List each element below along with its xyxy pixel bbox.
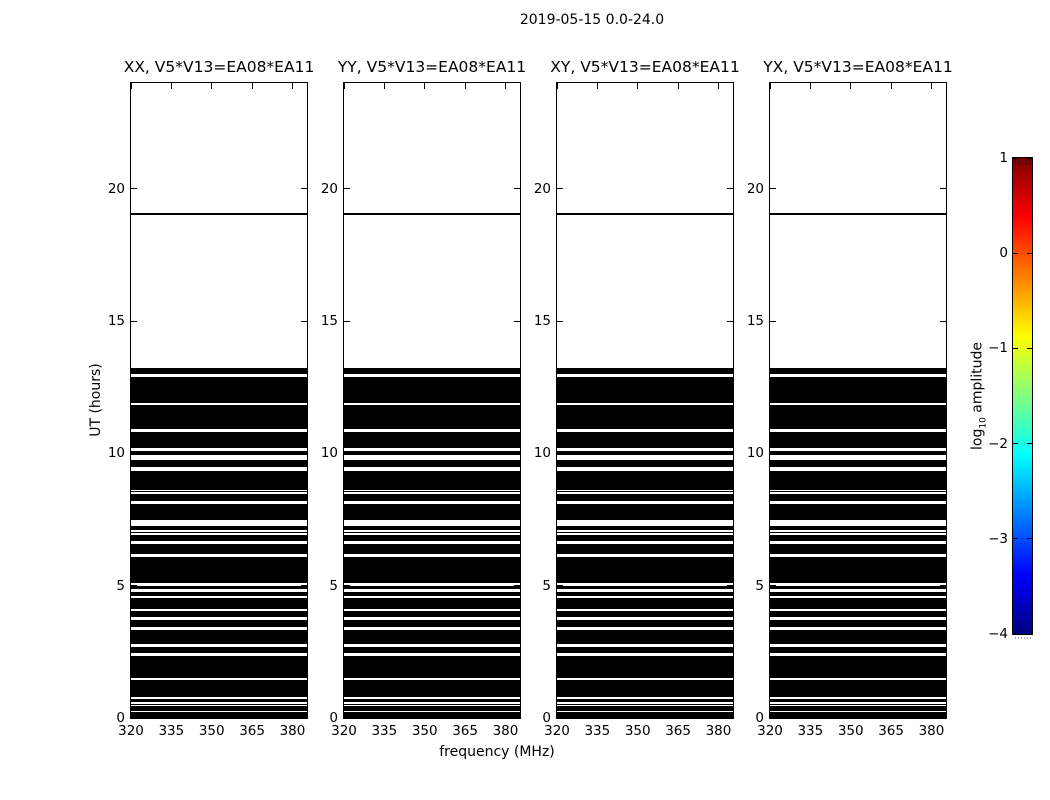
x-tick [718, 712, 719, 718]
data-band [344, 544, 520, 555]
data-band [344, 598, 520, 609]
colorbar-tick [1013, 253, 1018, 254]
colorbar-bottom-dot [1015, 637, 1016, 639]
x-tick [292, 712, 293, 718]
x-tick [424, 83, 425, 89]
y-tick [940, 453, 946, 454]
data-band [770, 704, 946, 705]
y-tick-label: 0 [755, 710, 764, 726]
y-tick [727, 321, 733, 322]
x-tick [292, 83, 293, 89]
x-tick [252, 83, 253, 89]
x-tick [211, 83, 212, 89]
data-band [770, 712, 946, 718]
panel-title: YY, V5*V13=EA08*EA11 [337, 58, 527, 76]
x-tick-label: 350 [837, 723, 864, 739]
x-tick [810, 712, 811, 718]
data-band [131, 704, 307, 705]
y-tick [940, 585, 946, 586]
colorbar-tick [1013, 443, 1018, 444]
data-band [557, 704, 733, 705]
data-band [557, 630, 733, 644]
data-band [131, 656, 307, 678]
colorbar-bottom-dot [1030, 637, 1031, 639]
x-tick [384, 712, 385, 718]
x-tick-label: 350 [198, 723, 225, 739]
x-tick [465, 83, 466, 89]
y-tick-label: 10 [320, 445, 338, 462]
y-tick [344, 585, 350, 586]
data-band [770, 544, 946, 555]
colorbar-tick-label: 0 [999, 245, 1008, 262]
x-tick [678, 83, 679, 89]
data-band [557, 213, 733, 215]
data-band [770, 432, 946, 448]
y-tick-label: 15 [107, 313, 125, 330]
y-tick [727, 188, 733, 189]
data-band [557, 680, 733, 697]
y-tick [770, 188, 776, 189]
colorbar-gradient [1013, 158, 1032, 634]
data-band [344, 620, 520, 627]
data-band [344, 647, 520, 654]
data-band [131, 532, 307, 533]
data-band [557, 405, 733, 429]
data-band [770, 699, 946, 702]
data-band [770, 535, 946, 542]
data-band [344, 535, 520, 542]
y-tick-label: 5 [116, 577, 125, 594]
y-tick-label: 20 [746, 180, 764, 197]
data-band [131, 451, 307, 455]
data-band [131, 630, 307, 644]
data-band [770, 213, 946, 215]
data-band [770, 680, 946, 697]
y-tick [557, 718, 563, 719]
data-band [557, 377, 733, 402]
data-band [344, 504, 520, 521]
data-band [557, 532, 733, 533]
x-tick-label: 320 [331, 723, 357, 739]
data-band [344, 405, 520, 429]
colorbar-top-hatch [1023, 159, 1024, 165]
x-tick [770, 83, 771, 89]
y-tick-label: 5 [542, 577, 551, 594]
data-band [344, 213, 520, 215]
y-tick-label: 10 [533, 445, 551, 462]
y-tick [344, 188, 350, 189]
y-tick [301, 321, 307, 322]
plot-area [557, 83, 733, 718]
x-tick [384, 83, 385, 89]
colorbar-top-hatch [1018, 159, 1019, 165]
y-tick [344, 453, 350, 454]
x-tick [505, 83, 506, 89]
x-tick-label: 365 [878, 723, 904, 739]
x-tick [252, 712, 253, 718]
x-tick [850, 83, 851, 89]
y-tick [131, 718, 137, 719]
data-band [557, 706, 733, 710]
data-band [344, 432, 520, 448]
y-tick-label: 10 [107, 445, 125, 462]
panel-title: XY, V5*V13=EA08*EA11 [550, 58, 740, 76]
x-tick-label: 365 [239, 723, 265, 739]
data-band [557, 535, 733, 542]
y-tick-label: 15 [746, 313, 764, 330]
plot-area [131, 83, 307, 718]
y-tick [557, 585, 563, 586]
data-band [131, 471, 307, 489]
data-band [344, 586, 520, 589]
data-band [557, 620, 733, 627]
plot-area [770, 83, 946, 718]
y-tick [344, 718, 350, 719]
y-tick [940, 321, 946, 322]
y-tick [514, 718, 520, 719]
data-band [770, 557, 946, 583]
subplot-yy [320, 58, 527, 739]
data-band [131, 598, 307, 609]
data-band [770, 532, 946, 533]
data-band [131, 535, 307, 542]
data-band [557, 592, 733, 596]
data-band [770, 611, 946, 617]
colorbar-tick-label: −3 [988, 530, 1008, 547]
x-tick [505, 712, 506, 718]
colorbar-top-hatch [1021, 159, 1022, 165]
x-tick [931, 83, 932, 89]
colorbar-bottom-dot [1021, 637, 1022, 639]
data-band [557, 611, 733, 617]
data-band [557, 598, 733, 609]
data-band [131, 611, 307, 617]
data-band [344, 656, 520, 678]
colorbar-tick [1027, 443, 1032, 444]
data-band [770, 526, 946, 530]
y-tick [557, 321, 563, 322]
colorbar-label-main: log [969, 428, 986, 450]
x-tick-label: 380 [705, 723, 732, 739]
x-tick-label: 320 [757, 723, 783, 739]
y-tick-label: 0 [116, 710, 125, 726]
colorbar-tick-label: −4 [988, 626, 1008, 642]
x-tick [891, 83, 892, 89]
x-tick [344, 83, 345, 89]
x-tick [637, 83, 638, 89]
y-tick-label: 5 [329, 577, 338, 594]
data-band [131, 544, 307, 555]
data-band [344, 532, 520, 533]
x-tick [931, 712, 932, 718]
data-band [557, 504, 733, 521]
x-tick-label: 350 [411, 723, 438, 739]
colorbar-tick [1027, 538, 1032, 539]
subplot-yx [746, 58, 953, 739]
data-band [557, 544, 733, 555]
data-band [131, 586, 307, 589]
colorbar-bottom-dot [1018, 637, 1019, 639]
data-band [557, 557, 733, 583]
data-band [557, 491, 733, 492]
y-tick [727, 585, 733, 586]
x-tick-label: 320 [544, 723, 570, 739]
x-tick [171, 712, 172, 718]
colorbar-tick [1013, 538, 1018, 539]
x-tick [171, 83, 172, 89]
y-tick [514, 585, 520, 586]
figure-title: 2019-05-15 0.0-24.0 [519, 12, 665, 28]
x-tick-label: 335 [158, 723, 185, 739]
data-band [131, 405, 307, 429]
data-band [131, 213, 307, 215]
x-tick-label: 380 [918, 723, 945, 739]
x-tick-label: 320 [118, 723, 144, 739]
data-band [557, 451, 733, 455]
y-tick [131, 453, 137, 454]
data-band [770, 377, 946, 402]
plot-area [344, 83, 520, 718]
data-band [131, 699, 307, 702]
subplot-xy [533, 58, 740, 739]
data-band [557, 460, 733, 467]
y-tick [131, 188, 137, 189]
y-tick-label: 20 [533, 180, 551, 197]
colorbar-tick [1027, 253, 1032, 254]
y-tick [301, 453, 307, 454]
data-band [131, 680, 307, 697]
x-tick [597, 83, 598, 89]
subplot-xx [107, 58, 315, 739]
y-tick-label: 15 [533, 313, 551, 330]
y-tick [301, 188, 307, 189]
colorbar-tick-label: −1 [988, 340, 1008, 357]
x-tick [810, 83, 811, 89]
data-band [344, 680, 520, 697]
colorbar-bottom-dot [1027, 637, 1028, 639]
data-band [344, 471, 520, 489]
data-band [344, 630, 520, 644]
data-band [770, 620, 946, 627]
colorbar-tick [1013, 348, 1018, 349]
data-band [131, 557, 307, 583]
panel-title: YX, V5*V13=EA08*EA11 [763, 58, 953, 76]
colorbar-tick [1013, 634, 1018, 635]
data-band [770, 706, 946, 710]
x-tick-label: 335 [584, 723, 611, 739]
data-band [131, 494, 307, 502]
y-tick [514, 321, 520, 322]
x-tick [850, 712, 851, 718]
data-band [131, 647, 307, 654]
colorbar-top-hatch [1015, 159, 1016, 165]
data-band [770, 494, 946, 502]
y-tick-label: 20 [107, 180, 125, 197]
x-tick [465, 712, 466, 718]
data-band [557, 494, 733, 502]
data-band [131, 706, 307, 710]
colorbar-tick-label: 1 [999, 150, 1008, 166]
data-band [344, 377, 520, 402]
data-band [557, 586, 733, 589]
y-tick [770, 321, 776, 322]
data-band [344, 712, 520, 718]
y-tick [770, 585, 776, 586]
y-tick [514, 453, 520, 454]
y-axis-label: UT (hours) [88, 363, 104, 437]
y-tick [301, 718, 307, 719]
x-tick [211, 712, 212, 718]
data-band [770, 592, 946, 596]
data-band [344, 526, 520, 530]
x-tick-label: 380 [492, 723, 519, 739]
x-tick-label: 365 [665, 723, 691, 739]
data-band [770, 586, 946, 589]
x-tick-label: 335 [797, 723, 824, 739]
colorbar [988, 150, 1033, 642]
data-band [557, 432, 733, 448]
x-tick-label: 380 [279, 723, 306, 739]
data-band [131, 592, 307, 596]
data-band [770, 630, 946, 644]
y-tick [557, 453, 563, 454]
data-band [557, 471, 733, 489]
y-tick [727, 453, 733, 454]
colorbar-bottom-dot [1024, 637, 1025, 639]
y-tick [727, 718, 733, 719]
x-tick [637, 712, 638, 718]
data-band [557, 647, 733, 654]
data-band [344, 491, 520, 492]
data-band [131, 504, 307, 521]
y-tick [557, 188, 563, 189]
y-tick-label: 5 [755, 577, 764, 594]
colorbar-top-hatch [1029, 159, 1030, 165]
data-band [131, 460, 307, 467]
colorbar-tick [1027, 348, 1032, 349]
y-tick [131, 585, 137, 586]
x-tick [718, 83, 719, 89]
data-band [557, 699, 733, 702]
data-band [344, 706, 520, 710]
x-tick [678, 712, 679, 718]
y-tick-label: 0 [329, 710, 338, 726]
data-band [344, 611, 520, 617]
y-tick [940, 188, 946, 189]
x-tick [131, 83, 132, 89]
data-band [131, 377, 307, 402]
colorbar-tick-label: −2 [988, 435, 1008, 452]
x-tick [557, 83, 558, 89]
data-band [557, 656, 733, 678]
y-tick-label: 0 [542, 710, 551, 726]
y-tick [770, 453, 776, 454]
data-band [131, 712, 307, 718]
y-tick [131, 321, 137, 322]
x-tick [891, 712, 892, 718]
colorbar-label-rest: amplitude [969, 342, 986, 418]
data-band [344, 460, 520, 467]
data-band [344, 592, 520, 596]
data-band [344, 368, 520, 375]
data-band [131, 368, 307, 375]
data-band [344, 494, 520, 502]
data-band [344, 557, 520, 583]
data-band [131, 620, 307, 627]
x-tick-label: 335 [371, 723, 398, 739]
panel-title: XX, V5*V13=EA08*EA11 [123, 58, 315, 76]
x-axis-label: frequency (MHz) [439, 744, 555, 760]
data-band [770, 598, 946, 609]
colorbar-top-hatch [1026, 159, 1027, 165]
data-band [770, 504, 946, 521]
x-tick-label: 350 [624, 723, 651, 739]
x-tick-label: 365 [452, 723, 478, 739]
y-tick-label: 20 [320, 180, 338, 197]
colorbar-label-sub: 10 [978, 417, 989, 429]
data-band [770, 647, 946, 654]
y-tick [344, 321, 350, 322]
data-band [557, 368, 733, 375]
y-tick-label: 10 [746, 445, 764, 462]
colorbar-tick [1027, 634, 1032, 635]
data-band [770, 491, 946, 492]
data-band [344, 451, 520, 455]
y-tick [770, 718, 776, 719]
data-band [770, 368, 946, 375]
data-band [557, 526, 733, 530]
data-band [131, 491, 307, 492]
data-band [770, 471, 946, 489]
data-band [770, 460, 946, 467]
colorbar-label [970, 342, 989, 450]
data-band [344, 699, 520, 702]
y-tick-label: 15 [320, 313, 338, 330]
y-tick [301, 585, 307, 586]
data-band [131, 526, 307, 530]
data-band [770, 405, 946, 429]
x-tick [424, 712, 425, 718]
data-band [770, 656, 946, 678]
x-tick [597, 712, 598, 718]
data-band [557, 712, 733, 718]
data-band [770, 451, 946, 455]
y-tick [940, 718, 946, 719]
data-band [131, 432, 307, 448]
data-band [344, 704, 520, 705]
y-tick [514, 188, 520, 189]
